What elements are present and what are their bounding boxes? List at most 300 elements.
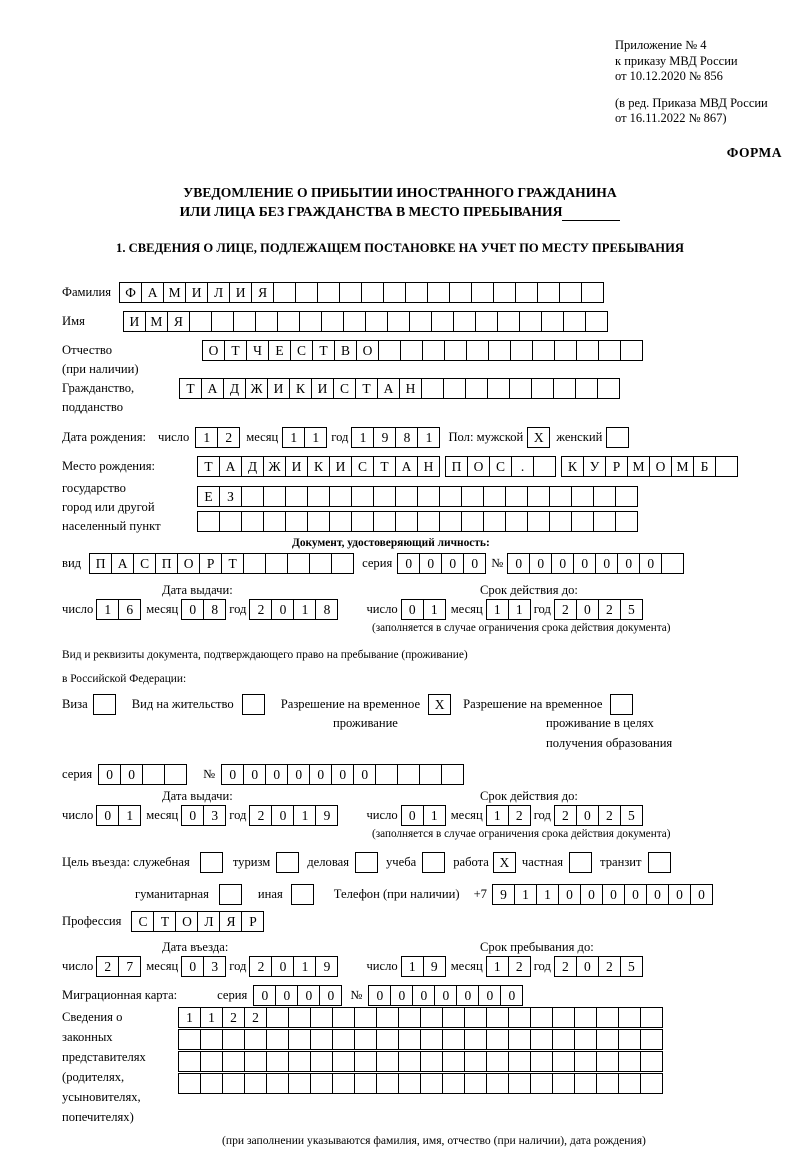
char-box[interactable] bbox=[243, 553, 266, 574]
char-box[interactable] bbox=[178, 1073, 201, 1094]
char-box[interactable] bbox=[417, 511, 440, 532]
char-box[interactable] bbox=[398, 1007, 421, 1028]
char-box[interactable]: Т bbox=[373, 456, 396, 477]
char-box[interactable] bbox=[441, 764, 464, 785]
char-box[interactable] bbox=[310, 1029, 333, 1050]
char-box[interactable]: 1 bbox=[282, 427, 305, 448]
char-box[interactable] bbox=[549, 486, 572, 507]
char-box[interactable]: 2 bbox=[598, 805, 621, 826]
char-box[interactable]: 0 bbox=[397, 553, 420, 574]
char-box[interactable] bbox=[273, 282, 296, 303]
char-box[interactable]: Ф bbox=[119, 282, 142, 303]
char-box[interactable] bbox=[581, 282, 604, 303]
char-box[interactable] bbox=[339, 282, 362, 303]
char-box[interactable]: 9 bbox=[492, 884, 515, 905]
char-box[interactable] bbox=[640, 1007, 663, 1028]
char-box[interactable]: О bbox=[177, 553, 200, 574]
char-box[interactable]: С bbox=[333, 378, 356, 399]
char-box[interactable]: Р bbox=[199, 553, 222, 574]
char-box[interactable] bbox=[400, 340, 423, 361]
char-box[interactable]: 0 bbox=[576, 805, 599, 826]
char-box[interactable] bbox=[329, 486, 352, 507]
char-box[interactable] bbox=[378, 340, 401, 361]
char-box[interactable]: С bbox=[133, 553, 156, 574]
char-box[interactable] bbox=[200, 1073, 223, 1094]
char-box[interactable]: Т bbox=[153, 911, 176, 932]
char-box[interactable]: 0 bbox=[271, 956, 294, 977]
char-box[interactable] bbox=[563, 311, 586, 332]
char-box[interactable]: Н bbox=[399, 378, 422, 399]
char-box[interactable] bbox=[620, 340, 643, 361]
char-box[interactable]: 0 bbox=[98, 764, 121, 785]
char-box[interactable] bbox=[409, 311, 432, 332]
char-box[interactable]: И bbox=[123, 311, 146, 332]
char-box[interactable] bbox=[442, 1051, 465, 1072]
char-box[interactable] bbox=[530, 1073, 553, 1094]
char-box[interactable]: 0 bbox=[602, 884, 625, 905]
char-box[interactable] bbox=[310, 1073, 333, 1094]
char-box[interactable]: 2 bbox=[222, 1007, 245, 1028]
char-box[interactable]: 2 bbox=[249, 805, 272, 826]
char-box[interactable]: А bbox=[219, 456, 242, 477]
char-box[interactable]: 1 bbox=[293, 805, 316, 826]
surname-input[interactable] bbox=[119, 282, 604, 303]
char-box[interactable]: А bbox=[201, 378, 224, 399]
char-box[interactable] bbox=[211, 311, 234, 332]
char-box[interactable]: 0 bbox=[507, 553, 530, 574]
char-box[interactable] bbox=[219, 511, 242, 532]
char-box[interactable] bbox=[530, 1051, 553, 1072]
char-box[interactable]: И bbox=[329, 456, 352, 477]
char-box[interactable]: 0 bbox=[595, 553, 618, 574]
char-box[interactable] bbox=[661, 553, 684, 574]
char-box[interactable] bbox=[471, 282, 494, 303]
char-box[interactable] bbox=[355, 852, 378, 873]
char-box[interactable]: 6 bbox=[118, 599, 141, 620]
char-box[interactable]: 1 bbox=[304, 427, 327, 448]
legal-rep-input-4[interactable] bbox=[178, 1073, 663, 1094]
char-box[interactable]: 9 bbox=[423, 956, 446, 977]
char-box[interactable]: К bbox=[561, 456, 584, 477]
char-box[interactable]: 1 bbox=[293, 956, 316, 977]
char-box[interactable]: 2 bbox=[508, 805, 531, 826]
char-box[interactable] bbox=[244, 1051, 267, 1072]
char-box[interactable] bbox=[508, 1029, 531, 1050]
char-box[interactable] bbox=[510, 340, 533, 361]
char-box[interactable] bbox=[442, 1029, 465, 1050]
char-box[interactable] bbox=[255, 311, 278, 332]
char-box[interactable]: А bbox=[141, 282, 164, 303]
char-box[interactable]: 0 bbox=[434, 985, 457, 1006]
char-box[interactable] bbox=[351, 486, 374, 507]
doc-issue-day-input[interactable] bbox=[96, 599, 141, 620]
char-box[interactable]: Х bbox=[527, 427, 550, 448]
char-box[interactable]: Р bbox=[241, 911, 264, 932]
char-box[interactable]: 0 bbox=[390, 985, 413, 1006]
char-box[interactable]: М bbox=[627, 456, 650, 477]
char-box[interactable]: 2 bbox=[554, 599, 577, 620]
char-box[interactable] bbox=[505, 486, 528, 507]
char-box[interactable] bbox=[376, 1029, 399, 1050]
char-box[interactable] bbox=[486, 1007, 509, 1028]
legal-rep-input-3[interactable] bbox=[178, 1051, 663, 1072]
birth-year-input[interactable] bbox=[351, 427, 440, 448]
char-box[interactable]: М bbox=[163, 282, 186, 303]
char-box[interactable]: 0 bbox=[401, 599, 424, 620]
char-box[interactable]: Е bbox=[197, 486, 220, 507]
char-box[interactable] bbox=[310, 1007, 333, 1028]
char-box[interactable]: 1 bbox=[423, 805, 446, 826]
permit-valid-day-input[interactable] bbox=[401, 805, 446, 826]
char-box[interactable] bbox=[354, 1029, 377, 1050]
char-box[interactable] bbox=[197, 511, 220, 532]
char-box[interactable] bbox=[466, 340, 489, 361]
stay-year-input[interactable] bbox=[554, 956, 643, 977]
char-box[interactable]: 2 bbox=[508, 956, 531, 977]
char-box[interactable]: 1 bbox=[486, 599, 509, 620]
char-box[interactable] bbox=[549, 511, 572, 532]
char-box[interactable] bbox=[515, 282, 538, 303]
char-box[interactable]: 0 bbox=[690, 884, 713, 905]
char-box[interactable] bbox=[508, 1073, 531, 1094]
char-box[interactable] bbox=[422, 340, 445, 361]
char-box[interactable]: С bbox=[489, 456, 512, 477]
char-box[interactable] bbox=[505, 511, 528, 532]
birthplace-city-input-row3[interactable] bbox=[197, 511, 638, 532]
char-box[interactable]: 2 bbox=[554, 956, 577, 977]
char-box[interactable]: 2 bbox=[249, 956, 272, 977]
char-box[interactable] bbox=[483, 486, 506, 507]
char-box[interactable] bbox=[222, 1029, 245, 1050]
char-box[interactable] bbox=[422, 852, 445, 873]
char-box[interactable] bbox=[527, 511, 550, 532]
char-box[interactable]: 0 bbox=[617, 553, 640, 574]
char-box[interactable]: 0 bbox=[558, 884, 581, 905]
char-box[interactable]: 1 bbox=[514, 884, 537, 905]
char-box[interactable]: 0 bbox=[120, 764, 143, 785]
char-box[interactable]: Д bbox=[241, 456, 264, 477]
char-box[interactable] bbox=[571, 511, 594, 532]
char-box[interactable]: М bbox=[145, 311, 168, 332]
char-box[interactable] bbox=[241, 486, 264, 507]
char-box[interactable] bbox=[444, 340, 467, 361]
char-box[interactable]: И bbox=[185, 282, 208, 303]
char-box[interactable]: С bbox=[351, 456, 374, 477]
char-box[interactable]: 0 bbox=[265, 764, 288, 785]
sex-female-checkbox[interactable] bbox=[606, 427, 629, 448]
char-box[interactable]: 0 bbox=[668, 884, 691, 905]
char-box[interactable]: И bbox=[311, 378, 334, 399]
arrival-day-input[interactable] bbox=[96, 956, 141, 977]
char-box[interactable] bbox=[519, 311, 542, 332]
permit-issue-month-input[interactable] bbox=[181, 805, 226, 826]
char-box[interactable]: 2 bbox=[554, 805, 577, 826]
char-box[interactable] bbox=[461, 511, 484, 532]
char-box[interactable] bbox=[142, 764, 165, 785]
char-box[interactable]: Я bbox=[167, 311, 190, 332]
char-box[interactable]: Т bbox=[355, 378, 378, 399]
char-box[interactable] bbox=[552, 1051, 575, 1072]
char-box[interactable]: 1 bbox=[486, 956, 509, 977]
char-box[interactable] bbox=[574, 1073, 597, 1094]
char-box[interactable]: 0 bbox=[253, 985, 276, 1006]
char-box[interactable]: 0 bbox=[419, 553, 442, 574]
birthplace-city-input-a[interactable] bbox=[445, 456, 556, 477]
char-box[interactable] bbox=[321, 311, 344, 332]
char-box[interactable] bbox=[420, 1007, 443, 1028]
char-box[interactable]: Т bbox=[312, 340, 335, 361]
char-box[interactable] bbox=[266, 1073, 289, 1094]
char-box[interactable] bbox=[640, 1051, 663, 1072]
char-box[interactable] bbox=[552, 1007, 575, 1028]
char-box[interactable] bbox=[242, 694, 265, 715]
char-box[interactable]: 0 bbox=[412, 985, 435, 1006]
char-box[interactable] bbox=[574, 1029, 597, 1050]
char-box[interactable]: 0 bbox=[297, 985, 320, 1006]
char-box[interactable] bbox=[464, 1073, 487, 1094]
char-box[interactable]: У bbox=[583, 456, 606, 477]
char-box[interactable]: П bbox=[445, 456, 468, 477]
char-box[interactable] bbox=[531, 378, 554, 399]
sex-male-checkbox[interactable] bbox=[527, 427, 550, 448]
char-box[interactable] bbox=[533, 456, 556, 477]
doc-issue-year-input[interactable] bbox=[249, 599, 338, 620]
char-box[interactable] bbox=[387, 311, 410, 332]
mc-series-input[interactable] bbox=[253, 985, 342, 1006]
char-box[interactable]: 0 bbox=[181, 956, 204, 977]
purpose-humanitarian-checkbox[interactable] bbox=[219, 884, 242, 905]
char-box[interactable]: 0 bbox=[576, 599, 599, 620]
char-box[interactable]: А bbox=[395, 456, 418, 477]
char-box[interactable]: 9 bbox=[315, 805, 338, 826]
char-box[interactable]: 0 bbox=[243, 764, 266, 785]
char-box[interactable] bbox=[585, 311, 608, 332]
char-box[interactable] bbox=[266, 1051, 289, 1072]
char-box[interactable] bbox=[310, 1051, 333, 1072]
char-box[interactable]: 0 bbox=[309, 764, 332, 785]
purpose-official-checkbox[interactable] bbox=[200, 852, 223, 873]
char-box[interactable] bbox=[486, 1029, 509, 1050]
char-box[interactable] bbox=[266, 1007, 289, 1028]
char-box[interactable]: 2 bbox=[598, 599, 621, 620]
char-box[interactable]: Х bbox=[428, 694, 451, 715]
char-box[interactable]: 0 bbox=[96, 805, 119, 826]
char-box[interactable]: Л bbox=[197, 911, 220, 932]
char-box[interactable]: Я bbox=[219, 911, 242, 932]
purpose-tourism-checkbox[interactable] bbox=[276, 852, 299, 873]
name-input[interactable] bbox=[123, 311, 608, 332]
char-box[interactable] bbox=[449, 282, 472, 303]
char-box[interactable] bbox=[287, 553, 310, 574]
char-box[interactable]: Т bbox=[224, 340, 247, 361]
char-box[interactable] bbox=[508, 1051, 531, 1072]
char-box[interactable]: 0 bbox=[319, 985, 342, 1006]
char-box[interactable] bbox=[405, 282, 428, 303]
birth-month-input[interactable] bbox=[282, 427, 327, 448]
char-box[interactable]: 8 bbox=[203, 599, 226, 620]
char-box[interactable]: 5 bbox=[620, 599, 643, 620]
char-box[interactable] bbox=[332, 1073, 355, 1094]
char-box[interactable] bbox=[606, 427, 629, 448]
char-box[interactable]: . bbox=[511, 456, 534, 477]
char-box[interactable] bbox=[244, 1073, 267, 1094]
char-box[interactable]: 1 bbox=[351, 427, 374, 448]
char-box[interactable]: 5 bbox=[620, 956, 643, 977]
char-box[interactable] bbox=[265, 553, 288, 574]
char-box[interactable] bbox=[420, 1051, 443, 1072]
char-box[interactable] bbox=[530, 1007, 553, 1028]
char-box[interactable] bbox=[266, 1029, 289, 1050]
char-box[interactable]: 0 bbox=[551, 553, 574, 574]
char-box[interactable] bbox=[263, 486, 286, 507]
char-box[interactable] bbox=[276, 852, 299, 873]
char-box[interactable]: 0 bbox=[639, 553, 662, 574]
temp-residence-checkbox[interactable] bbox=[428, 694, 451, 715]
char-box[interactable]: Л bbox=[207, 282, 230, 303]
birthplace-state-input[interactable] bbox=[197, 456, 440, 477]
char-box[interactable]: 0 bbox=[331, 764, 354, 785]
char-box[interactable]: Р bbox=[605, 456, 628, 477]
phone-input[interactable] bbox=[492, 884, 713, 905]
char-box[interactable]: Т bbox=[197, 456, 220, 477]
char-box[interactable]: 3 bbox=[203, 805, 226, 826]
char-box[interactable] bbox=[439, 486, 462, 507]
char-box[interactable]: Ж bbox=[263, 456, 286, 477]
char-box[interactable]: 9 bbox=[373, 427, 396, 448]
char-box[interactable]: 0 bbox=[624, 884, 647, 905]
char-box[interactable] bbox=[288, 1073, 311, 1094]
char-box[interactable]: 0 bbox=[221, 764, 244, 785]
char-box[interactable]: К bbox=[289, 378, 312, 399]
char-box[interactable] bbox=[373, 486, 396, 507]
char-box[interactable] bbox=[640, 1073, 663, 1094]
char-box[interactable] bbox=[285, 486, 308, 507]
char-box[interactable]: К bbox=[307, 456, 330, 477]
char-box[interactable] bbox=[453, 311, 476, 332]
char-box[interactable] bbox=[465, 378, 488, 399]
char-box[interactable] bbox=[398, 1029, 421, 1050]
char-box[interactable] bbox=[421, 378, 444, 399]
char-box[interactable] bbox=[376, 1007, 399, 1028]
char-box[interactable] bbox=[200, 852, 223, 873]
char-box[interactable]: 1 bbox=[401, 956, 424, 977]
char-box[interactable]: П bbox=[155, 553, 178, 574]
char-box[interactable]: 0 bbox=[456, 985, 479, 1006]
char-box[interactable]: 0 bbox=[646, 884, 669, 905]
char-box[interactable] bbox=[530, 1029, 553, 1050]
char-box[interactable] bbox=[288, 1007, 311, 1028]
char-box[interactable] bbox=[285, 511, 308, 532]
char-box[interactable] bbox=[461, 486, 484, 507]
char-box[interactable]: 1 bbox=[417, 427, 440, 448]
char-box[interactable] bbox=[552, 1073, 575, 1094]
char-box[interactable] bbox=[222, 1073, 245, 1094]
char-box[interactable]: 5 bbox=[620, 805, 643, 826]
purpose-other-checkbox[interactable] bbox=[291, 884, 314, 905]
char-box[interactable] bbox=[527, 486, 550, 507]
char-box[interactable]: Н bbox=[417, 456, 440, 477]
char-box[interactable] bbox=[417, 486, 440, 507]
doc-issue-month-input[interactable] bbox=[181, 599, 226, 620]
char-box[interactable]: Ч bbox=[246, 340, 269, 361]
char-box[interactable] bbox=[189, 311, 212, 332]
residence-checkbox[interactable] bbox=[242, 694, 265, 715]
char-box[interactable] bbox=[420, 1029, 443, 1050]
char-box[interactable]: 2 bbox=[249, 599, 272, 620]
char-box[interactable]: 1 bbox=[486, 805, 509, 826]
char-box[interactable]: Х bbox=[493, 852, 516, 873]
char-box[interactable] bbox=[427, 282, 450, 303]
char-box[interactable] bbox=[277, 311, 300, 332]
char-box[interactable] bbox=[332, 1029, 355, 1050]
char-box[interactable]: 8 bbox=[395, 427, 418, 448]
birthplace-city-input-b[interactable] bbox=[561, 456, 738, 477]
char-box[interactable] bbox=[373, 511, 396, 532]
char-box[interactable]: 2 bbox=[598, 956, 621, 977]
char-box[interactable] bbox=[244, 1029, 267, 1050]
doc-series-input[interactable] bbox=[397, 553, 486, 574]
char-box[interactable] bbox=[351, 511, 374, 532]
char-box[interactable]: 0 bbox=[368, 985, 391, 1006]
char-box[interactable]: П bbox=[89, 553, 112, 574]
char-box[interactable] bbox=[487, 378, 510, 399]
char-box[interactable]: 1 bbox=[536, 884, 559, 905]
char-box[interactable]: Я bbox=[251, 282, 274, 303]
char-box[interactable] bbox=[610, 694, 633, 715]
char-box[interactable] bbox=[317, 282, 340, 303]
char-box[interactable] bbox=[541, 311, 564, 332]
char-box[interactable]: И bbox=[285, 456, 308, 477]
char-box[interactable] bbox=[200, 1051, 223, 1072]
char-box[interactable] bbox=[596, 1073, 619, 1094]
char-box[interactable] bbox=[593, 511, 616, 532]
char-box[interactable] bbox=[376, 1051, 399, 1072]
char-box[interactable] bbox=[329, 511, 352, 532]
char-box[interactable] bbox=[307, 511, 330, 532]
char-box[interactable] bbox=[178, 1029, 201, 1050]
doc-number-input[interactable] bbox=[507, 553, 684, 574]
permit-number-input[interactable] bbox=[221, 764, 464, 785]
char-box[interactable] bbox=[488, 340, 511, 361]
char-box[interactable]: 0 bbox=[500, 985, 523, 1006]
char-box[interactable] bbox=[618, 1029, 641, 1050]
char-box[interactable]: О bbox=[649, 456, 672, 477]
char-box[interactable] bbox=[497, 311, 520, 332]
char-box[interactable] bbox=[442, 1007, 465, 1028]
char-box[interactable] bbox=[532, 340, 555, 361]
char-box[interactable]: З bbox=[219, 486, 242, 507]
purpose-business-checkbox[interactable] bbox=[355, 852, 378, 873]
char-box[interactable]: 2 bbox=[217, 427, 240, 448]
patronymic-input[interactable] bbox=[202, 340, 643, 361]
char-box[interactable]: Т bbox=[179, 378, 202, 399]
char-box[interactable] bbox=[618, 1073, 641, 1094]
char-box[interactable] bbox=[93, 694, 116, 715]
char-box[interactable] bbox=[493, 282, 516, 303]
char-box[interactable] bbox=[552, 1029, 575, 1050]
char-box[interactable] bbox=[615, 511, 638, 532]
char-box[interactable] bbox=[571, 486, 594, 507]
permit-series-input[interactable] bbox=[98, 764, 187, 785]
stay-day-input[interactable] bbox=[401, 956, 446, 977]
char-box[interactable] bbox=[575, 378, 598, 399]
char-box[interactable] bbox=[200, 1029, 223, 1050]
char-box[interactable] bbox=[222, 1051, 245, 1072]
char-box[interactable] bbox=[398, 1073, 421, 1094]
char-box[interactable]: 2 bbox=[96, 956, 119, 977]
char-box[interactable] bbox=[615, 486, 638, 507]
permit-valid-month-input[interactable] bbox=[486, 805, 531, 826]
